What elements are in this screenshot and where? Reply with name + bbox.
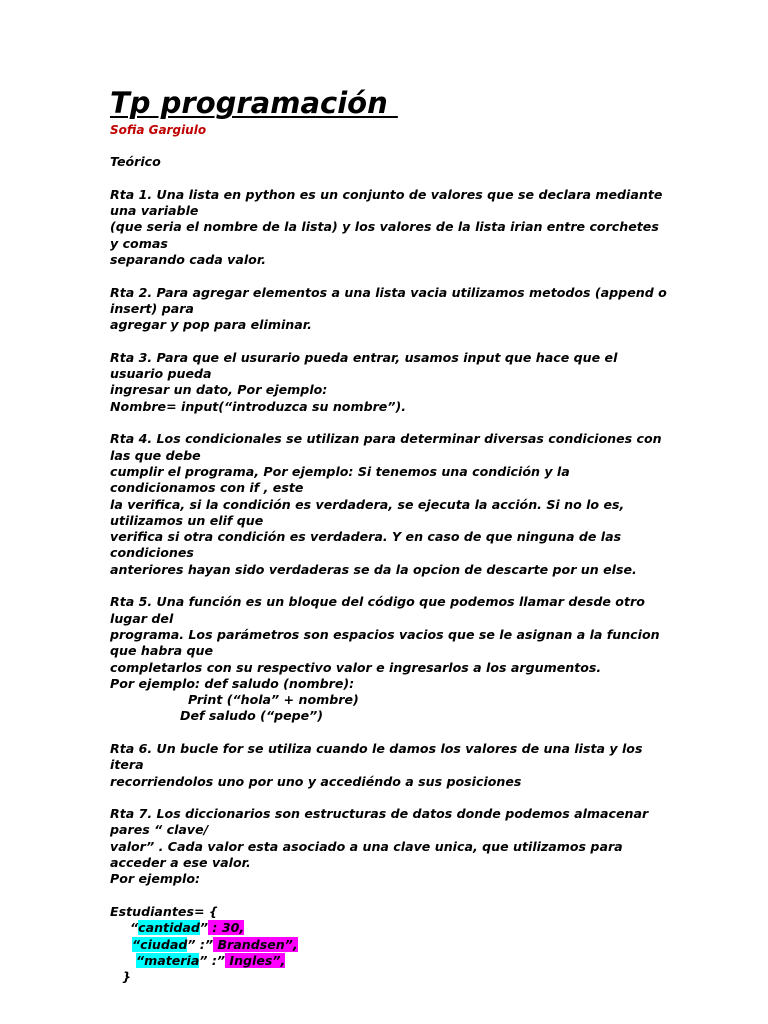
answer-line: la verifica, si la condición es verdadera, se ejecuta la acción. Si no lo es, utilizamos un elif que — [110, 496, 625, 528]
answer-7 — [110, 806, 670, 887]
answer-5 — [110, 594, 670, 724]
answer-line: Nombre= input(“introduzca su nombre”). — [110, 398, 406, 414]
code-line: Print (“hola” + nombre) — [188, 692, 359, 708]
dict-key: cantidad — [138, 920, 200, 936]
answer-line: Rta 2. Para agregar elementos a una lista vacia utilizamos metodos (append o insert) para — [110, 284, 667, 316]
dict-quote: ” :” — [187, 936, 214, 952]
answer-line: programa. Los parámetros son espacios vacios que se le asignan a la funcion que habra que — [110, 626, 660, 659]
answer-line: Rta 6. Un bucle for se utiliza cuando le damos los valores de una lista y los itera — [110, 740, 643, 773]
answer-line: Por ejemplo: def saludo (nombre): — [110, 675, 355, 691]
answer-line: Rta 5. Una función es un bloque del código que podemos llamar desde otro lugar del — [110, 594, 645, 626]
dict-close-line: } — [122, 969, 131, 985]
dict-entry — [110, 953, 670, 969]
dictionary-example — [110, 904, 670, 985]
answer-line: (que seria el nombre de la lista) y los valores de la lista irian entre corchetes y comas — [110, 219, 659, 251]
answer-2 — [110, 285, 670, 334]
dict-key: materia — [144, 952, 200, 968]
dict-quote: “ — [130, 920, 139, 936]
answer-line: Rta 4. Los condicionales se utilizan para determinar diversas condiciones con las que debe — [110, 431, 662, 463]
answer-line: cumplir el programa, Por ejemplo: Si tenemos una condición y la condicionamos con if , este — [110, 463, 570, 496]
answer-line: ingresar un dato, Por ejemplo: — [110, 382, 328, 398]
dict-value: Brandsen”, — [213, 936, 298, 952]
dict-key: ciudad — [140, 936, 188, 952]
answer-line: valor” . Cada valor esta asociado a una clave unica, que utilizamos para acceder a ese valor. — [110, 838, 623, 871]
dict-quote: “ — [132, 936, 141, 952]
answer-line: Rta 7. Los diccionarios son estructuras de datos donde podemos almacenar pares “ clave/ — [110, 806, 649, 838]
answer-3 — [110, 350, 670, 415]
author-name: Sofia Gargiulo — [110, 123, 207, 137]
answer-line: Por ejemplo: — [110, 871, 201, 887]
document-body — [110, 86, 670, 985]
answer-1 — [110, 187, 670, 268]
answer-6 — [110, 741, 670, 790]
dict-quote: ” :” — [199, 952, 225, 968]
answer-line: Rta 1. Una lista en python es un conjunto de valores que se declara mediante una variable — [110, 186, 663, 219]
answer-line: separando cada valor. — [110, 252, 267, 268]
dict-value: : 30, — [208, 920, 245, 936]
dict-entry — [110, 937, 670, 953]
dict-value: Ingles”, — [225, 952, 286, 968]
answer-line: recorriendolos uno por uno y accediéndo a sus posiciones — [110, 773, 522, 789]
answer-line: anteriores hayan sido verdaderas se da la opcion de descarte por un else. — [110, 561, 637, 577]
code-line: Def saludo (“pepe”) — [180, 708, 324, 724]
answer-line: agregar y pop para eliminar. — [110, 317, 312, 333]
answer-line: completarlos con su respectivo valor e ingresarlos a los argumentos. — [110, 659, 602, 675]
document-title: Tp programación — [110, 86, 398, 120]
dict-open-line: Estudiantes= { — [110, 903, 218, 919]
dict-entry — [110, 920, 670, 936]
answer-line: verifica si otra condición es verdadera. Y en caso de que ninguna de las condiciones — [110, 529, 622, 561]
dict-quote: ” — [199, 920, 209, 936]
answer-4 — [110, 431, 670, 578]
dict-quote: “ — [136, 952, 145, 968]
section-heading: Teórico — [110, 154, 161, 170]
answer-line: Rta 3. Para que el usurario pueda entrar, usamos input que hace que el usuario pueda — [110, 349, 618, 382]
